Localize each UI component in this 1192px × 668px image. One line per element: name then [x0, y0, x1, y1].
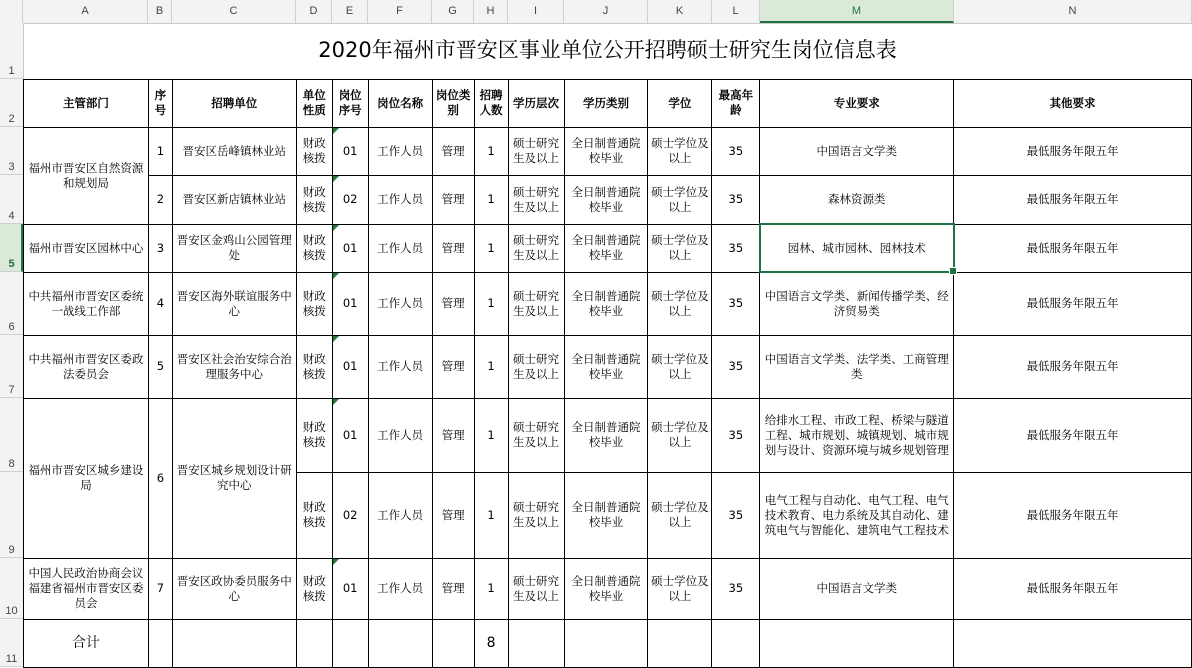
column-header-i[interactable]: I	[508, 0, 564, 23]
cell-count[interactable]: 1	[474, 398, 508, 472]
header-nature[interactable]: 单位性质	[296, 79, 332, 127]
cell-dept[interactable]: 福州市晋安区自然资源和规划局	[24, 127, 149, 224]
cell-other[interactable]: 最低服务年限五年	[954, 175, 1192, 224]
cell-empty[interactable]	[432, 619, 474, 667]
column-header-h[interactable]: H	[474, 0, 508, 23]
cell-degree[interactable]: 硕士学位及以上	[648, 224, 712, 272]
cell-post-name[interactable]: 工作人员	[368, 175, 432, 224]
cell-other[interactable]: 最低服务年限五年	[954, 558, 1192, 619]
column-header-k[interactable]: K	[648, 0, 712, 23]
cell-nature[interactable]: 财政核拨	[296, 127, 332, 175]
cell-count[interactable]: 1	[474, 224, 508, 272]
row-header-3[interactable]: 3	[0, 127, 23, 175]
row-header-10[interactable]: 10	[0, 558, 23, 619]
column-header-m[interactable]: M	[760, 0, 954, 23]
cell-major[interactable]: 电气工程与自动化、电气工程、电气技术教育、电力系统及其自动化、建筑电气与智能化、建筑电气工程技术	[760, 472, 954, 558]
cell-count[interactable]: 1	[474, 127, 508, 175]
cell-post-no[interactable]: 01	[332, 335, 368, 398]
cell-edu-type[interactable]: 全日制普通院校毕业	[564, 335, 648, 398]
cell-empty[interactable]	[368, 619, 432, 667]
cell-category[interactable]: 管理	[432, 272, 474, 335]
cell-degree[interactable]: 硕士学位及以上	[648, 398, 712, 472]
cell-major[interactable]: 中国语言文学类	[760, 558, 954, 619]
cell-nature[interactable]: 财政核拨	[296, 398, 332, 472]
cell-unit[interactable]: 晋安区新店镇林业站	[172, 175, 296, 224]
header-seq[interactable]: 序号	[148, 79, 172, 127]
cell-edu-type[interactable]: 全日制普通院校毕业	[564, 272, 648, 335]
column-header-j[interactable]: J	[564, 0, 648, 23]
row-header-5[interactable]: 5	[0, 224, 23, 272]
cell-nature[interactable]: 财政核拨	[296, 224, 332, 272]
cell-unit[interactable]: 晋安区海外联谊服务中心	[172, 272, 296, 335]
cell-unit[interactable]: 晋安区政协委员服务中心	[172, 558, 296, 619]
cell-empty[interactable]	[296, 619, 332, 667]
cell-dept[interactable]: 福州市晋安区城乡建设局	[24, 398, 149, 558]
cell-post-no[interactable]: 01	[332, 558, 368, 619]
total-label[interactable]: 合计	[24, 619, 149, 667]
cell-degree[interactable]: 硕士学位及以上	[648, 127, 712, 175]
column-header-a[interactable]: A	[23, 0, 148, 23]
cell-empty[interactable]	[564, 619, 648, 667]
header-category[interactable]: 岗位类别	[432, 79, 474, 127]
cell-unit[interactable]: 晋安区金鸡山公园管理处	[172, 224, 296, 272]
cell-empty[interactable]	[648, 619, 712, 667]
cell-seq[interactable]: 1	[148, 127, 172, 175]
header-other[interactable]: 其他要求	[954, 79, 1192, 127]
cell-other[interactable]: 最低服务年限五年	[954, 398, 1192, 472]
cell-edu-level[interactable]: 硕士研究生及以上	[508, 127, 564, 175]
cell-count[interactable]: 1	[474, 558, 508, 619]
header-post-no[interactable]: 岗位序号	[332, 79, 368, 127]
cell-post-no[interactable]: 01	[332, 127, 368, 175]
cell-max-age[interactable]: 35	[712, 472, 760, 558]
cell-post-name[interactable]: 工作人员	[368, 398, 432, 472]
cell-post-name[interactable]: 工作人员	[368, 224, 432, 272]
cell-edu-type[interactable]: 全日制普通院校毕业	[564, 398, 648, 472]
cell-category[interactable]: 管理	[432, 398, 474, 472]
cell-degree[interactable]: 硕士学位及以上	[648, 335, 712, 398]
cell-category[interactable]: 管理	[432, 558, 474, 619]
cell-post-no[interactable]: 02	[332, 175, 368, 224]
cell-category[interactable]: 管理	[432, 175, 474, 224]
cell-max-age[interactable]: 35	[712, 335, 760, 398]
cell-major[interactable]: 森林资源类	[760, 175, 954, 224]
header-edu-level[interactable]: 学历层次	[508, 79, 564, 127]
header-unit[interactable]: 招聘单位	[172, 79, 296, 127]
cell-post-name[interactable]: 工作人员	[368, 272, 432, 335]
cell-empty[interactable]	[760, 619, 954, 667]
cell-major[interactable]: 中国语言文学类	[760, 127, 954, 175]
row-header-6[interactable]: 6	[0, 272, 23, 335]
row-header-2[interactable]: 2	[0, 79, 23, 127]
column-header-d[interactable]: D	[296, 0, 332, 23]
cell-edu-type[interactable]: 全日制普通院校毕业	[564, 472, 648, 558]
column-header-f[interactable]: F	[368, 0, 432, 23]
cell-degree[interactable]: 硕士学位及以上	[648, 272, 712, 335]
cell-category[interactable]: 管理	[432, 127, 474, 175]
cell-major[interactable]: 给排水工程、市政工程、桥梁与隧道工程、城市规划、城镇规划、城市规划与设计、资源环境与城乡规划管理	[760, 398, 954, 472]
cell-degree[interactable]: 硕士学位及以上	[648, 472, 712, 558]
header-major[interactable]: 专业要求	[760, 79, 954, 127]
header-post-name[interactable]: 岗位名称	[368, 79, 432, 127]
cell-seq[interactable]: 6	[148, 398, 172, 558]
cell-max-age[interactable]: 35	[712, 175, 760, 224]
cell-count[interactable]: 1	[474, 472, 508, 558]
cell-category[interactable]: 管理	[432, 335, 474, 398]
cell-major[interactable]: 中国语言文学类、法学类、工商管理类	[760, 335, 954, 398]
cell-other[interactable]: 最低服务年限五年	[954, 127, 1192, 175]
cell-dept[interactable]: 中共福州市晋安区委政法委员会	[24, 335, 149, 398]
cell-edu-type[interactable]: 全日制普通院校毕业	[564, 175, 648, 224]
row-header-4[interactable]: 4	[0, 175, 23, 224]
cell-seq[interactable]: 2	[148, 175, 172, 224]
header-degree[interactable]: 学位	[648, 79, 712, 127]
cell-count[interactable]: 1	[474, 272, 508, 335]
cell-max-age[interactable]: 35	[712, 398, 760, 472]
header-max-age[interactable]: 最高年龄	[712, 79, 760, 127]
cell-post-no[interactable]: 02	[332, 472, 368, 558]
cell-nature[interactable]: 财政核拨	[296, 335, 332, 398]
total-value[interactable]: 8	[474, 619, 508, 667]
cell-max-age[interactable]: 35	[712, 558, 760, 619]
cell-major-selected[interactable]: 园林、城市园林、园林技术	[760, 224, 954, 272]
cell-seq[interactable]: 4	[148, 272, 172, 335]
sheet-title[interactable]: 2020年福州市晋安区事业单位公开招聘硕士研究生岗位信息表	[24, 23, 1192, 79]
cell-category[interactable]: 管理	[432, 472, 474, 558]
cell-nature[interactable]: 财政核拨	[296, 272, 332, 335]
cell-category[interactable]: 管理	[432, 224, 474, 272]
column-header-bar	[0, 0, 1192, 24]
column-header-e[interactable]: E	[332, 0, 368, 23]
cell-dept[interactable]: 中国人民政治协商会议福建省福州市晋安区委员会	[24, 558, 149, 619]
column-header-g[interactable]: G	[432, 0, 474, 23]
cell-empty[interactable]	[332, 619, 368, 667]
cell-post-no[interactable]: 01	[332, 272, 368, 335]
cell-empty[interactable]	[508, 619, 564, 667]
cell-other[interactable]: 最低服务年限五年	[954, 224, 1192, 272]
cell-edu-type[interactable]: 全日制普通院校毕业	[564, 558, 648, 619]
cell-edu-type[interactable]: 全日制普通院校毕业	[564, 224, 648, 272]
cell-edu-level[interactable]: 硕士研究生及以上	[508, 224, 564, 272]
cell-edu-type[interactable]: 全日制普通院校毕业	[564, 127, 648, 175]
cell-seq[interactable]: 3	[148, 224, 172, 272]
row-header-bar	[0, 23, 24, 667]
spreadsheet-grid	[23, 23, 1192, 668]
column-header-l[interactable]: L	[712, 0, 760, 23]
cell-post-no[interactable]: 01	[332, 398, 368, 472]
cell-unit[interactable]: 晋安区社会治安综合治理服务中心	[172, 335, 296, 398]
cell-max-age[interactable]: 35	[712, 127, 760, 175]
header-dept[interactable]: 主管部门	[24, 79, 149, 127]
cell-unit[interactable]: 晋安区岳峰镇林业站	[172, 127, 296, 175]
cell-edu-level[interactable]: 硕士研究生及以上	[508, 472, 564, 558]
cell-dept[interactable]: 中共福州市晋安区委统一战线工作部	[24, 272, 149, 335]
cell-empty[interactable]	[172, 619, 296, 667]
cell-dept[interactable]: 福州市晋安区园林中心	[24, 224, 149, 272]
cell-degree[interactable]: 硕士学位及以上	[648, 175, 712, 224]
cell-edu-level[interactable]: 硕士研究生及以上	[508, 175, 564, 224]
row-header-8[interactable]: 8	[0, 398, 23, 472]
header-count[interactable]: 招聘人数	[474, 79, 508, 127]
cell-empty[interactable]	[148, 619, 172, 667]
cell-count[interactable]: 1	[474, 175, 508, 224]
row-header-9[interactable]: 9	[0, 472, 23, 558]
cell-other[interactable]: 最低服务年限五年	[954, 472, 1192, 558]
row-header-1[interactable]: 1	[0, 23, 23, 79]
cell-max-age[interactable]: 35	[712, 224, 760, 272]
cell-empty[interactable]	[954, 619, 1192, 667]
cell-unit[interactable]: 晋安区城乡规划设计研究中心	[172, 398, 296, 558]
cell-nature[interactable]: 财政核拨	[296, 472, 332, 558]
cell-post-name[interactable]: 工作人员	[368, 472, 432, 558]
cell-count[interactable]: 1	[474, 335, 508, 398]
recruitment-table	[23, 23, 1192, 668]
cell-other[interactable]: 最低服务年限五年	[954, 335, 1192, 398]
cell-post-name[interactable]: 工作人员	[368, 335, 432, 398]
column-header-b[interactable]: B	[148, 0, 172, 23]
cell-other[interactable]: 最低服务年限五年	[954, 272, 1192, 335]
cell-seq[interactable]: 7	[148, 558, 172, 619]
cell-max-age[interactable]: 35	[712, 272, 760, 335]
cell-post-no[interactable]: 01	[332, 224, 368, 272]
row-header-7[interactable]: 7	[0, 335, 23, 398]
cell-edu-level[interactable]: 硕士研究生及以上	[508, 398, 564, 472]
header-edu-type[interactable]: 学历类别	[564, 79, 648, 127]
cell-seq[interactable]: 5	[148, 335, 172, 398]
cell-major[interactable]: 中国语言文学类、新闻传播学类、经济贸易类	[760, 272, 954, 335]
cell-nature[interactable]: 财政核拨	[296, 175, 332, 224]
select-all-corner[interactable]	[0, 0, 23, 23]
cell-edu-level[interactable]: 硕士研究生及以上	[508, 272, 564, 335]
cell-empty[interactable]	[712, 619, 760, 667]
row-header-11[interactable]: 11	[0, 619, 23, 667]
cell-post-name[interactable]: 工作人员	[368, 558, 432, 619]
cell-edu-level[interactable]: 硕士研究生及以上	[508, 335, 564, 398]
column-header-n[interactable]: N	[954, 0, 1192, 23]
cell-post-name[interactable]: 工作人员	[368, 127, 432, 175]
cell-nature[interactable]: 财政核拨	[296, 558, 332, 619]
cell-edu-level[interactable]: 硕士研究生及以上	[508, 558, 564, 619]
column-header-c[interactable]: C	[172, 0, 296, 23]
cell-degree[interactable]: 硕士学位及以上	[648, 558, 712, 619]
